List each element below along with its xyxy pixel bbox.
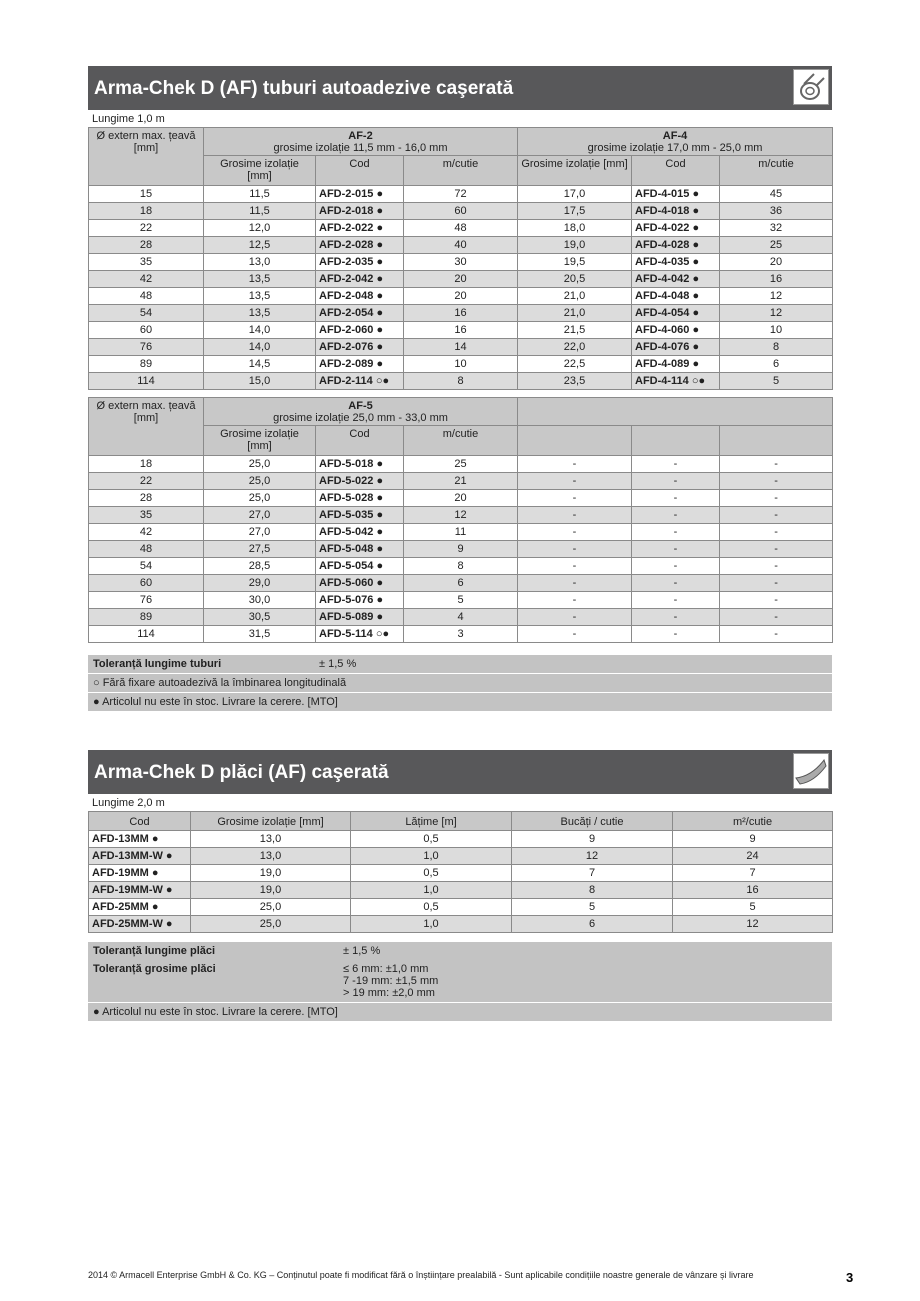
product-code: AFD-5-035 ● bbox=[316, 507, 404, 524]
table-cell: 12 bbox=[404, 507, 518, 524]
column-header: Grosime izolație [mm] bbox=[191, 812, 351, 831]
note-mto: ● Articolul nu este în stoc. Livrare la cerere. [MTO] bbox=[88, 1003, 832, 1022]
table-row bbox=[89, 626, 833, 643]
table-cell: - bbox=[518, 541, 632, 558]
table-cell: 15 bbox=[89, 186, 204, 203]
tubes-table-af2-af4 bbox=[88, 127, 833, 390]
table-cell: - bbox=[632, 490, 720, 507]
column-header: m/cutie bbox=[404, 426, 518, 456]
table-row bbox=[89, 356, 833, 373]
table-row bbox=[89, 322, 833, 339]
table-cell: 31,5 bbox=[204, 626, 316, 643]
length-label: Lungime 1,0 m bbox=[92, 113, 165, 125]
product-code: AFD-5-060 ● bbox=[316, 575, 404, 592]
table-row bbox=[89, 339, 833, 356]
table-cell: 27,0 bbox=[204, 524, 316, 541]
table-cell: - bbox=[632, 456, 720, 473]
table-cell: - bbox=[632, 592, 720, 609]
table-cell: - bbox=[720, 490, 833, 507]
product-code: AFD-4-054 ● bbox=[632, 305, 720, 322]
notes-sheets bbox=[88, 942, 832, 1022]
table-cell: - bbox=[720, 507, 833, 524]
table-row bbox=[89, 220, 833, 237]
sheet-icon bbox=[793, 753, 829, 789]
table-cell: 76 bbox=[89, 339, 204, 356]
tolerance-length-label: Toleranță lungime plăci bbox=[93, 945, 216, 957]
product-code: AFD-5-022 ● bbox=[316, 473, 404, 490]
column-header: Grosime izolație [mm] bbox=[204, 156, 316, 186]
column-header: Lățime [m] bbox=[351, 812, 512, 831]
table-cell: 18,0 bbox=[518, 220, 632, 237]
section-title-sheets bbox=[88, 750, 832, 794]
product-code: AFD-5-042 ● bbox=[316, 524, 404, 541]
product-code: AFD-25MM-W ● bbox=[89, 916, 191, 933]
table-cell: 18 bbox=[89, 456, 204, 473]
product-code: AFD-4-015 ● bbox=[632, 186, 720, 203]
table-cell: 12,0 bbox=[204, 220, 316, 237]
product-code: AFD-13MM-W ● bbox=[89, 848, 191, 865]
table-cell: 35 bbox=[89, 254, 204, 271]
header-empty bbox=[518, 398, 833, 426]
product-code: AFD-2-028 ● bbox=[316, 237, 404, 254]
table-cell: - bbox=[720, 609, 833, 626]
product-code: AFD-4-028 ● bbox=[632, 237, 720, 254]
product-code: AFD-5-018 ● bbox=[316, 456, 404, 473]
table-row bbox=[89, 237, 833, 254]
table-cell: 30,0 bbox=[204, 592, 316, 609]
product-code: AFD-4-048 ● bbox=[632, 288, 720, 305]
table-cell: 13,0 bbox=[191, 831, 351, 848]
table-cell: 28 bbox=[89, 237, 204, 254]
table-row bbox=[89, 203, 833, 220]
table-cell: 25,0 bbox=[204, 490, 316, 507]
table-cell: 13,5 bbox=[204, 305, 316, 322]
table-row bbox=[89, 592, 833, 609]
product-code: AFD-2-018 ● bbox=[316, 203, 404, 220]
table-cell: 5 bbox=[720, 373, 833, 390]
table-cell: 9 bbox=[404, 541, 518, 558]
table-cell: - bbox=[720, 558, 833, 575]
column-header-empty bbox=[632, 426, 720, 456]
table-cell: 10 bbox=[404, 356, 518, 373]
table-cell: - bbox=[518, 575, 632, 592]
table-cell: 12 bbox=[512, 848, 673, 865]
table-cell: - bbox=[518, 490, 632, 507]
table-row bbox=[89, 558, 833, 575]
table-cell: 19,5 bbox=[518, 254, 632, 271]
table-cell: 6 bbox=[720, 356, 833, 373]
table-cell: 14 bbox=[404, 339, 518, 356]
table-cell: 89 bbox=[89, 356, 204, 373]
table-cell: 12 bbox=[673, 916, 833, 933]
table-cell: 40 bbox=[404, 237, 518, 254]
header-af2: AF-2 grosime izolație 11,5 mm - 16,0 mm bbox=[204, 128, 518, 156]
table-cell: 12,5 bbox=[204, 237, 316, 254]
table-cell: 18 bbox=[89, 203, 204, 220]
length-label: Lungime 2,0 m bbox=[92, 797, 165, 809]
table-row bbox=[89, 288, 833, 305]
table-cell: 42 bbox=[89, 524, 204, 541]
table-cell: 1,0 bbox=[351, 916, 512, 933]
table-cell: 22,0 bbox=[518, 339, 632, 356]
table-cell: 29,0 bbox=[204, 575, 316, 592]
column-header-empty bbox=[720, 426, 833, 456]
table-cell: 72 bbox=[404, 186, 518, 203]
table-row bbox=[89, 848, 833, 865]
product-code: AFD-4-018 ● bbox=[632, 203, 720, 220]
product-code: AFD-2-022 ● bbox=[316, 220, 404, 237]
table-row bbox=[89, 254, 833, 271]
table-cell: - bbox=[518, 473, 632, 490]
table-cell: 76 bbox=[89, 592, 204, 609]
table-cell: - bbox=[632, 524, 720, 541]
notes-tubes bbox=[88, 655, 832, 712]
column-header: Grosime izolație [mm] bbox=[204, 426, 316, 456]
product-code: AFD-4-042 ● bbox=[632, 271, 720, 288]
column-header: Grosime izolație [mm] bbox=[518, 156, 632, 186]
table-cell: 12 bbox=[720, 288, 833, 305]
table-cell: - bbox=[632, 626, 720, 643]
column-header: Cod bbox=[316, 426, 404, 456]
table-cell: 16 bbox=[720, 271, 833, 288]
table-cell: 20 bbox=[720, 254, 833, 271]
table-cell: 8 bbox=[404, 558, 518, 575]
table-cell: 19,0 bbox=[518, 237, 632, 254]
table-cell: 27,5 bbox=[204, 541, 316, 558]
table-cell: - bbox=[518, 456, 632, 473]
table-cell: 60 bbox=[89, 322, 204, 339]
product-code: AFD-2-042 ● bbox=[316, 271, 404, 288]
table-cell: 9 bbox=[673, 831, 833, 848]
table-cell: - bbox=[720, 456, 833, 473]
product-code: AFD-2-076 ● bbox=[316, 339, 404, 356]
table-cell: 25,0 bbox=[191, 916, 351, 933]
header-af4: AF-4 grosime izolație 17,0 mm - 25,0 mm bbox=[518, 128, 833, 156]
table-cell: 8 bbox=[720, 339, 833, 356]
table-cell: 54 bbox=[89, 558, 204, 575]
table-row bbox=[89, 473, 833, 490]
table-cell: 21,0 bbox=[518, 288, 632, 305]
table-cell: - bbox=[632, 473, 720, 490]
product-code: AFD-2-048 ● bbox=[316, 288, 404, 305]
column-header: Cod bbox=[632, 156, 720, 186]
footer-text: 2014 © Armacell Enterprise GmbH & Co. KG – Conținutul poate fi modificat fără o înștiințare prealabilă - Sunt aplicabile condițiile noastre generale de vânzare și livrare bbox=[88, 1270, 754, 1280]
table-cell: 22,5 bbox=[518, 356, 632, 373]
page-number: 3 bbox=[846, 1270, 854, 1285]
table-row bbox=[89, 916, 833, 933]
table-cell: 20 bbox=[404, 271, 518, 288]
table-cell: 22 bbox=[89, 473, 204, 490]
note-mto: ● Articolul nu este în stoc. Livrare la cerere. [MTO] bbox=[88, 693, 832, 712]
table-cell: 114 bbox=[89, 373, 204, 390]
sheets-table bbox=[88, 811, 833, 933]
table-cell: 21,0 bbox=[518, 305, 632, 322]
tolerance-thickness-values: ≤ 6 mm: ±1,0 mm 7 -19 mm: ±1,5 mm > 19 mm: ±2,0 mm bbox=[343, 963, 439, 999]
section-title-text: Arma-Chek D plăci (AF) caşerată bbox=[94, 762, 389, 783]
tolerance-value: ± 1,5 % bbox=[319, 658, 357, 670]
table-cell: 36 bbox=[720, 203, 833, 220]
tolerance-length-value: ± 1,5 % bbox=[343, 945, 381, 957]
table-cell: 15,0 bbox=[204, 373, 316, 390]
table-cell: 0,5 bbox=[351, 865, 512, 882]
product-code: AFD-4-022 ● bbox=[632, 220, 720, 237]
product-code: AFD-2-054 ● bbox=[316, 305, 404, 322]
table-cell: 35 bbox=[89, 507, 204, 524]
table-row bbox=[89, 490, 833, 507]
table-cell: - bbox=[632, 609, 720, 626]
column-header: m²/cutie bbox=[673, 812, 833, 831]
table-cell: 30 bbox=[404, 254, 518, 271]
table-cell: 13,0 bbox=[191, 848, 351, 865]
header-pipe: Ø extern max. țeavă [mm] bbox=[89, 128, 204, 186]
table-cell: 42 bbox=[89, 271, 204, 288]
table-row bbox=[89, 305, 833, 322]
section-title-text: Arma-Chek D (AF) tuburi autoadezive caşerată bbox=[94, 78, 514, 99]
table-cell: 114 bbox=[89, 626, 204, 643]
table-cell: 48 bbox=[404, 220, 518, 237]
table-cell: 19,0 bbox=[191, 882, 351, 899]
table-row bbox=[89, 541, 833, 558]
table-cell: - bbox=[518, 609, 632, 626]
pipe-insulation-icon bbox=[793, 69, 829, 105]
table-cell: 32 bbox=[720, 220, 833, 237]
table-row bbox=[89, 186, 833, 203]
table-cell: - bbox=[720, 626, 833, 643]
product-code: AFD-5-028 ● bbox=[316, 490, 404, 507]
table-row bbox=[89, 865, 833, 882]
table-cell: 10 bbox=[720, 322, 833, 339]
table-cell: 7 bbox=[673, 865, 833, 882]
product-code: AFD-4-089 ● bbox=[632, 356, 720, 373]
product-code: AFD-13MM ● bbox=[89, 831, 191, 848]
table-cell: 54 bbox=[89, 305, 204, 322]
product-code: AFD-4-114 ○● bbox=[632, 373, 720, 390]
table-row bbox=[89, 373, 833, 390]
table-cell: 48 bbox=[89, 288, 204, 305]
table-cell: - bbox=[518, 524, 632, 541]
table-cell: 13,5 bbox=[204, 271, 316, 288]
column-header: m/cutie bbox=[404, 156, 518, 186]
table-cell: 12 bbox=[720, 305, 833, 322]
table-cell: 5 bbox=[512, 899, 673, 916]
table-cell: - bbox=[518, 507, 632, 524]
column-header: Cod bbox=[89, 812, 191, 831]
table-cell: 17,5 bbox=[518, 203, 632, 220]
table-row bbox=[89, 882, 833, 899]
table-cell: 27,0 bbox=[204, 507, 316, 524]
product-code: AFD-19MM ● bbox=[89, 865, 191, 882]
table-cell: 25,0 bbox=[191, 899, 351, 916]
table-cell: 4 bbox=[404, 609, 518, 626]
column-header: m/cutie bbox=[720, 156, 833, 186]
column-header: Bucăți / cutie bbox=[512, 812, 673, 831]
table-cell: 20 bbox=[404, 288, 518, 305]
product-code: AFD-4-060 ● bbox=[632, 322, 720, 339]
table-cell: 21,5 bbox=[518, 322, 632, 339]
table-cell: - bbox=[720, 524, 833, 541]
product-code: AFD-2-035 ● bbox=[316, 254, 404, 271]
table-cell: 16 bbox=[673, 882, 833, 899]
table-cell: - bbox=[720, 541, 833, 558]
table-cell: 25 bbox=[404, 456, 518, 473]
table-cell: - bbox=[720, 575, 833, 592]
table-cell: - bbox=[720, 473, 833, 490]
product-code: AFD-5-048 ● bbox=[316, 541, 404, 558]
table-cell: 16 bbox=[404, 322, 518, 339]
table-row bbox=[89, 831, 833, 848]
product-code: AFD-2-015 ● bbox=[316, 186, 404, 203]
table-cell: 8 bbox=[404, 373, 518, 390]
table-cell: 0,5 bbox=[351, 831, 512, 848]
table-cell: - bbox=[632, 507, 720, 524]
table-cell: 28,5 bbox=[204, 558, 316, 575]
table-cell: - bbox=[632, 541, 720, 558]
table-cell: 13,0 bbox=[204, 254, 316, 271]
header-af5: AF-5 grosime izolație 25,0 mm - 33,0 mm bbox=[204, 398, 518, 426]
product-code: AFD-2-060 ● bbox=[316, 322, 404, 339]
table-cell: 14,0 bbox=[204, 339, 316, 356]
product-code: AFD-5-076 ● bbox=[316, 592, 404, 609]
product-code: AFD-25MM ● bbox=[89, 899, 191, 916]
table-cell: 11 bbox=[404, 524, 518, 541]
table-cell: 0,5 bbox=[351, 899, 512, 916]
table-cell: 25,0 bbox=[204, 473, 316, 490]
product-code: AFD-2-089 ● bbox=[316, 356, 404, 373]
table-cell: - bbox=[518, 558, 632, 575]
table-cell: 60 bbox=[404, 203, 518, 220]
table-cell: - bbox=[518, 592, 632, 609]
column-header: Cod bbox=[316, 156, 404, 186]
table-row bbox=[89, 575, 833, 592]
table-cell: 5 bbox=[404, 592, 518, 609]
table-cell: 19,0 bbox=[191, 865, 351, 882]
table-cell: 9 bbox=[512, 831, 673, 848]
table-cell: 6 bbox=[512, 916, 673, 933]
section-title-tubes bbox=[88, 66, 832, 110]
table-cell: 14,0 bbox=[204, 322, 316, 339]
product-code: AFD-2-114 ○● bbox=[316, 373, 404, 390]
table-cell: 48 bbox=[89, 541, 204, 558]
table-row bbox=[89, 899, 833, 916]
product-code: AFD-5-054 ● bbox=[316, 558, 404, 575]
header-pipe: Ø extern max. țeavă [mm] bbox=[89, 398, 204, 456]
table-cell: 1,0 bbox=[351, 848, 512, 865]
note-open: ○ Fără fixare autoadezivă la îmbinarea longitudinală bbox=[88, 674, 832, 693]
product-code: AFD-19MM-W ● bbox=[89, 882, 191, 899]
table-cell: 16 bbox=[404, 305, 518, 322]
table-row bbox=[89, 456, 833, 473]
table-cell: - bbox=[632, 575, 720, 592]
table-cell: - bbox=[632, 558, 720, 575]
table-row bbox=[89, 524, 833, 541]
table-cell: 7 bbox=[512, 865, 673, 882]
table-row bbox=[89, 609, 833, 626]
table-cell: - bbox=[518, 626, 632, 643]
product-code: AFD-5-089 ● bbox=[316, 609, 404, 626]
table-cell: 60 bbox=[89, 575, 204, 592]
table-cell: 28 bbox=[89, 490, 204, 507]
table-cell: 25 bbox=[720, 237, 833, 254]
table-cell: 24 bbox=[673, 848, 833, 865]
table-cell: 20,5 bbox=[518, 271, 632, 288]
table-cell: 14,5 bbox=[204, 356, 316, 373]
tubes-table-af5 bbox=[88, 397, 833, 643]
tolerance-thickness-label: Toleranță grosime plăci bbox=[93, 963, 216, 975]
tolerance-label: Toleranță lungime tuburi bbox=[93, 658, 222, 670]
table-cell: 20 bbox=[404, 490, 518, 507]
table-cell: 5 bbox=[673, 899, 833, 916]
table-cell: 6 bbox=[404, 575, 518, 592]
table-cell: 23,5 bbox=[518, 373, 632, 390]
table-cell: 30,5 bbox=[204, 609, 316, 626]
table-cell: 11,5 bbox=[204, 186, 316, 203]
table-cell: 13,5 bbox=[204, 288, 316, 305]
table-cell: - bbox=[720, 592, 833, 609]
table-cell: 11,5 bbox=[204, 203, 316, 220]
table-cell: 25,0 bbox=[204, 456, 316, 473]
product-code: AFD-4-035 ● bbox=[632, 254, 720, 271]
table-row bbox=[89, 507, 833, 524]
table-cell: 3 bbox=[404, 626, 518, 643]
table-cell: 21 bbox=[404, 473, 518, 490]
table-cell: 8 bbox=[512, 882, 673, 899]
table-cell: 1,0 bbox=[351, 882, 512, 899]
table-cell: 89 bbox=[89, 609, 204, 626]
table-cell: 17,0 bbox=[518, 186, 632, 203]
table-cell: 45 bbox=[720, 186, 833, 203]
product-code: AFD-4-076 ● bbox=[632, 339, 720, 356]
table-row bbox=[89, 271, 833, 288]
column-header-empty bbox=[518, 426, 632, 456]
table-cell: 22 bbox=[89, 220, 204, 237]
product-code: AFD-5-114 ○● bbox=[316, 626, 404, 643]
